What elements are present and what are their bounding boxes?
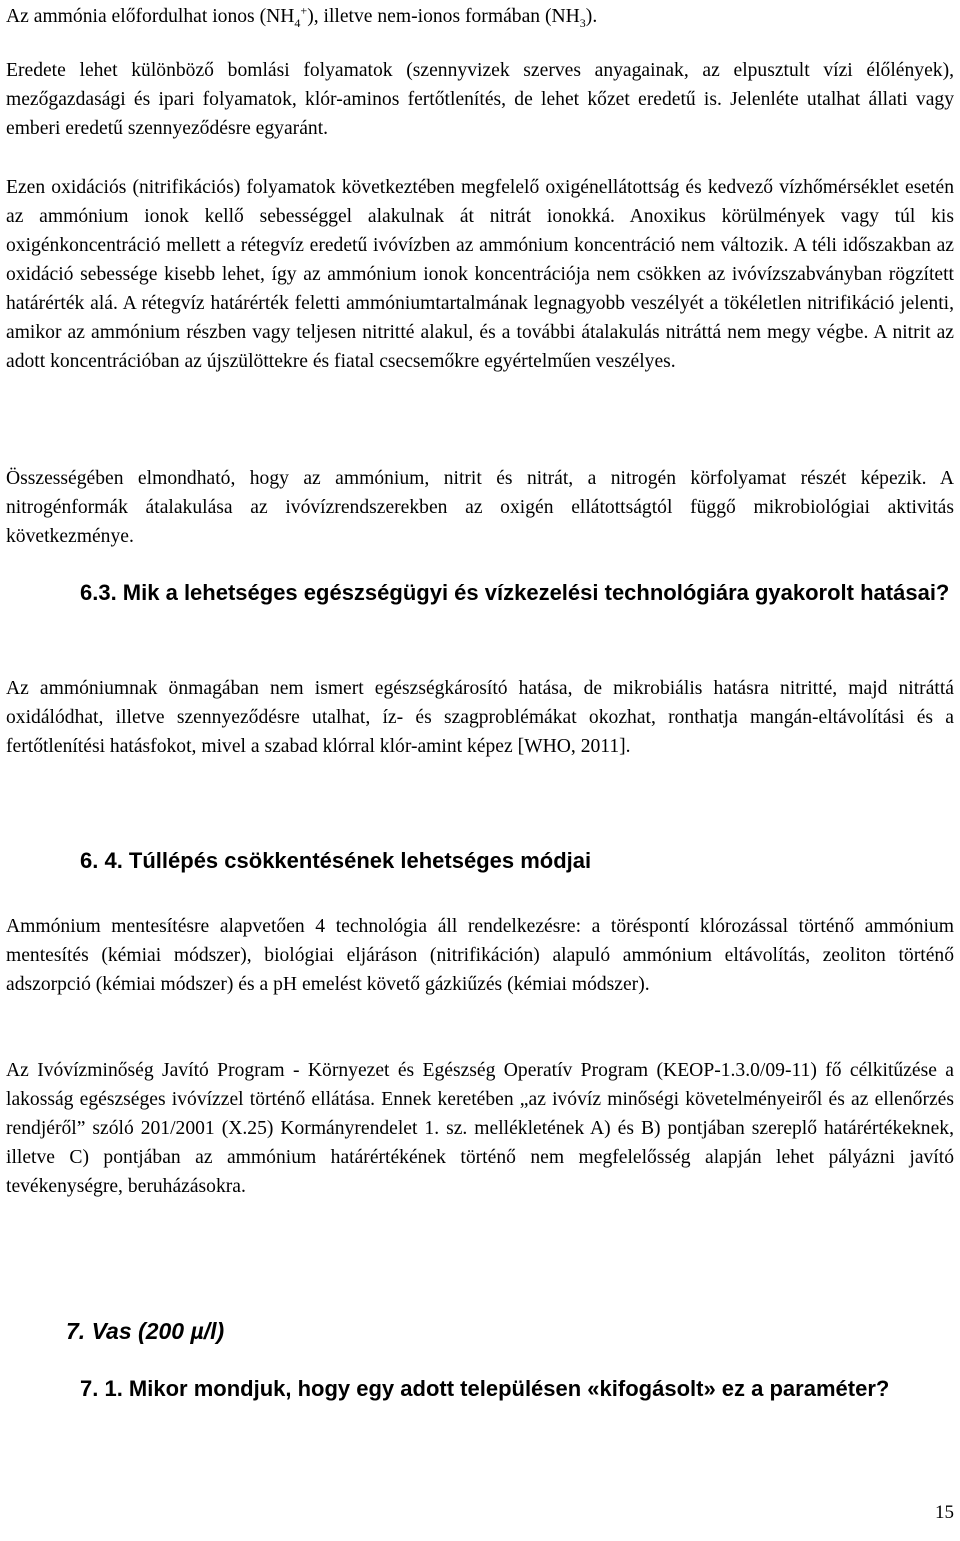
paragraph-health-effects: Az ammóniumnak önmagában nem ismert egészségkárosító hatása, de mikrobiális hatásra nitritté, majd nitráttá oxidálódhat, illetve szennyeződésre utalhat, íz- és szagproblémákat okozhat, ronthatja mangán-eltávolítási és a fertőtlenítési hatásfokot, mivel a szabad klórral klór-amint képez [WHO, 2011].: [6, 678, 954, 757]
heading-6-3: 6.3. Mik a lehetséges egészségügyi és vízkezelési technológiára gyakorolt hatásai?: [80, 580, 950, 605]
intro-text-1: Az ammónia előfordulhat ionos (NH: [6, 6, 295, 27]
heading-6-4: 6. 4. Túllépés csökkentésének lehetséges módjai: [80, 848, 592, 873]
intro-subscript-4: 4: [294, 15, 301, 30]
paragraph-program: Az Ivóvízminőség Javító Program - Környezet és Egészség Operatív Program (KEOP-1.3.0/09-11) fő célkitűzése a lakosság egészséges ivóvízzel történő ellátása. Ennek keretében „az ivóvíz minőségi követelményeiről és az ellenőrzés rendjéről” szóló 201/2001 (X.25) Kormányrendelet 1. sz. mellékletének A) és B) pontjában szereplő határértékeknek, illetve C) pontjában az ammónium határértékének történő nem megfelelősség alapján lehet pályázni javító tevékenységre, beruházásokra.: [6, 1060, 954, 1197]
page-number: 15: [935, 1502, 954, 1523]
paragraph-origin: Eredete lehet különböző bomlási folyamatok (szennyvizek szerves anyagainak, az elpusztult vízi élőlények), mezőgazdasági és ipari folyamatok, klór-aminos fertőtlenítés, de lehet kőzet eredetű is. Jelenléte utalhat állati vagy emberi eredetű szennyeződésre egyaránt.: [6, 60, 954, 139]
intro-text-2: ), illetve nem-ionos formában (NH: [307, 6, 580, 27]
intro-sentence: [6, 2, 954, 31]
intro-text-3: ).: [585, 6, 598, 27]
paragraph-oxidation: Ezen oxidációs (nitrifikációs) folyamatok következtében megfelelő oxigénellátottság és kedvező vízhőmérséklet esetén az ammónium ionok kellő sebességgel alakulnak át nitrát ionokká. Anoxikus körülmények vagy túl kis oxigénkoncentráció mellett a rétegvíz eredetű ivóvízben az ammónium koncentráció nem változik. A téli időszakban az oxidáció sebessége kisebb lehet, így az ammónium ionok koncentrációja nem csökken az ivóvízszabványban rögzített határérték alá. A rétegvíz határérték feletti ammóniumtartalmának legnagyobb veszélyét a tökéletlen nitrifikáció jelenti, amikor az ammónium részben vagy teljesen nitritté alakul, és a további átalakulás nitráttá nem megy végbe. A nitrit az adott koncentrációban az újszülöttekre és fiatal csecsemőkre egyértelműen veszélyes.: [6, 177, 954, 372]
paragraph-summary: Összességében elmondható, hogy az ammónium, nitrit és nitrát, a nitrogén körfolyamat részét képezik. A nitrogénformák átalakulása az ivóvízrendszerekben az oxigén ellátottságtól függő mikrobiológiai aktivitás következménye.: [6, 468, 954, 547]
intro-superscript-plus: +: [300, 3, 308, 18]
heading-7-1: 7. 1. Mikor mondjuk, hogy egy adott településen «kifogásolt» ez a paraméter?: [80, 1376, 890, 1401]
intro-subscript-3: 3: [579, 15, 586, 30]
paragraph-methods: Ammónium mentesítésre alapvetően 4 technológia áll rendelkezésre: a töréspontí klórozással történő ammónium mentesítés (kémiai módszer), biológiai eljáráson (nitrifikáción) alapuló ammónium eltávolítás, zeoliton történő adszorpció (kémiai módszer) és a pH emelést követő gázkiűzés (kémiai módszer).: [6, 916, 954, 995]
heading-7: 7. Vas (200 µ/l): [66, 1318, 225, 1344]
